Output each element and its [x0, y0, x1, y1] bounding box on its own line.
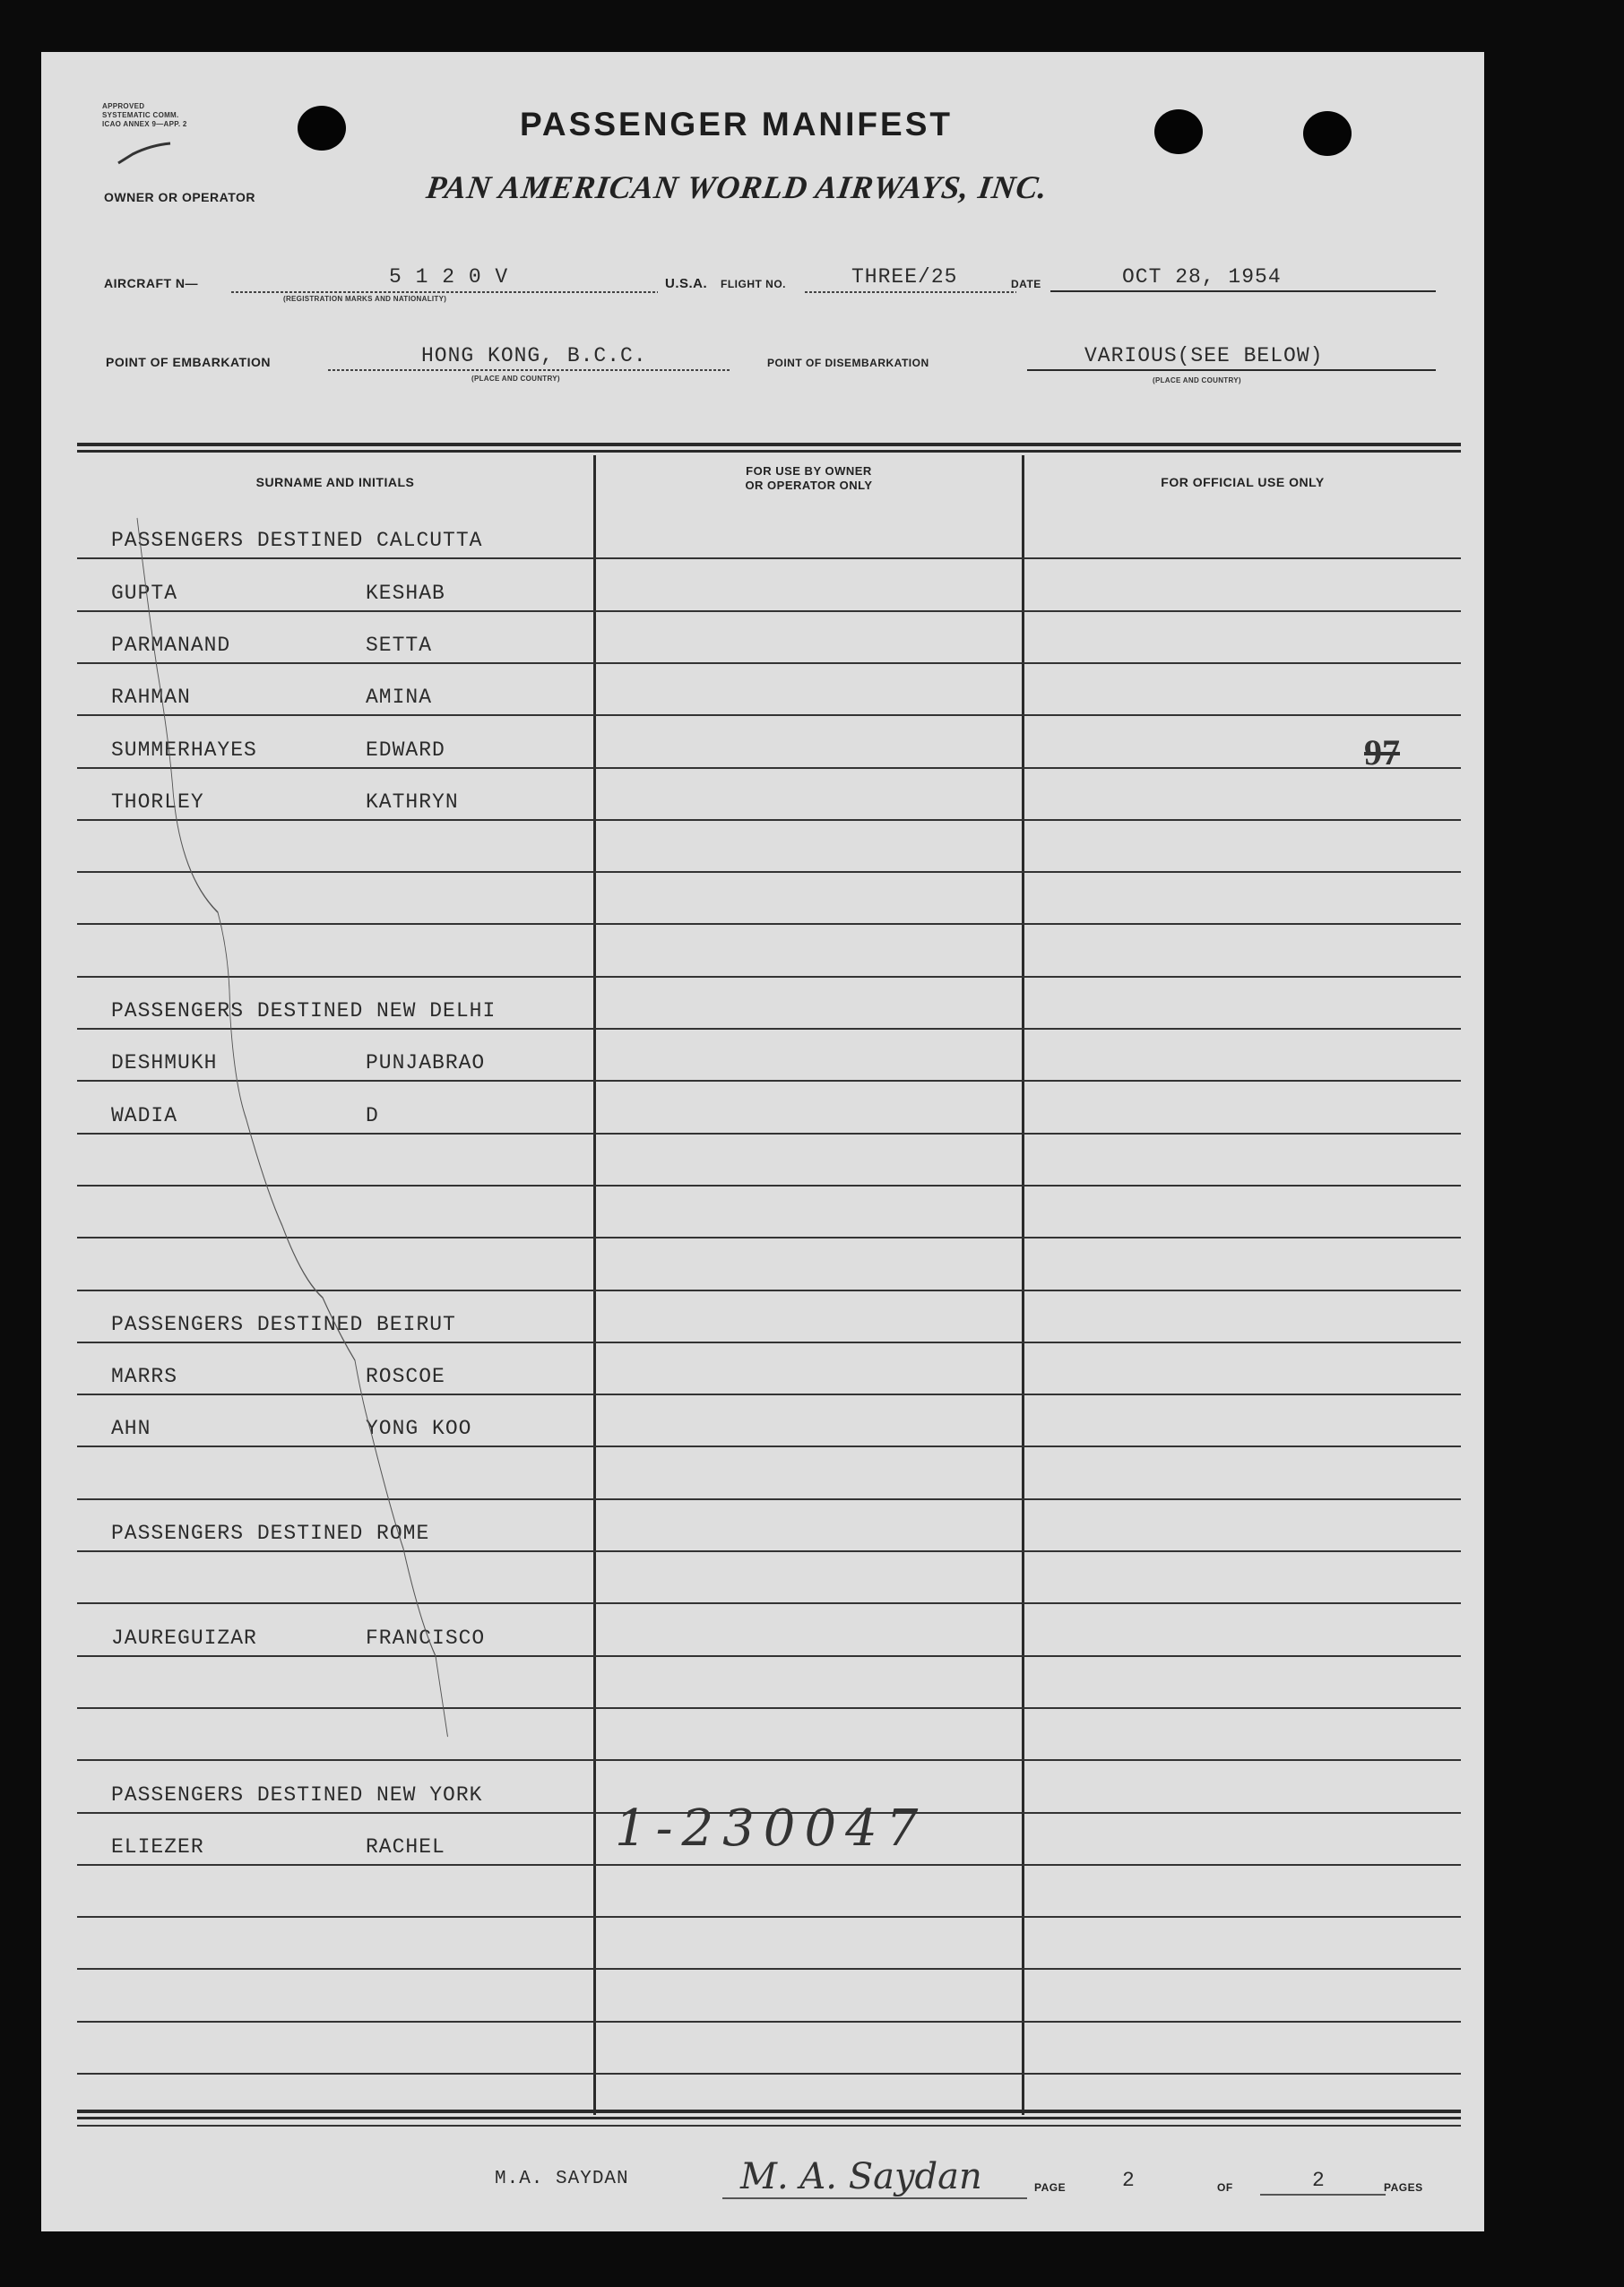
check-mark-icon: [115, 140, 177, 167]
surname-cell: PASSENGERS DESTINED ROME: [111, 1522, 430, 1545]
given-name-cell: SETTA: [366, 633, 433, 657]
surname-cell: DESHMUKH: [111, 1051, 218, 1075]
disembark-label: POINT OF DISEMBARKATION: [767, 357, 929, 369]
surname-cell: ELIEZER: [111, 1834, 204, 1859]
surname-cell: RAHMAN: [111, 686, 191, 710]
disembark-value: VARIOUS(SEE BELOW): [1084, 344, 1324, 367]
table-bottom-rule-2: [77, 2117, 1461, 2119]
surname-cell: THORLEY: [111, 790, 204, 814]
pencil-stroke-icon: [113, 509, 489, 1853]
flight-label: FLIGHT NO.: [721, 278, 786, 290]
date-value: OCT 28, 1954: [1122, 265, 1282, 289]
given-name-cell: RACHEL: [366, 1834, 445, 1859]
row-rule: [77, 1916, 1461, 1918]
surname-cell: PASSENGERS DESTINED CALCUTTA: [111, 529, 483, 553]
row-rule: [77, 2073, 1461, 2075]
given-name-cell: AMINA: [366, 686, 433, 710]
date-label: DATE: [1011, 278, 1041, 290]
surname-cell: JAUREGUIZAR: [111, 1626, 257, 1650]
row-rule: [77, 1864, 1461, 1866]
embark-label: POINT OF EMBARKATION: [106, 355, 271, 369]
disembark-caption: (PLACE AND COUNTRY): [1153, 376, 1241, 384]
given-name-cell: FRANCISCO: [366, 1626, 486, 1650]
surname-cell: AHN: [111, 1417, 151, 1441]
page-value: 2: [1122, 2169, 1136, 2192]
punch-hole-right-1: [1154, 109, 1203, 154]
given-name-cell: ROSCOE: [366, 1365, 445, 1389]
usa-label: U.S.A.: [665, 276, 708, 291]
of-label: OF: [1217, 2181, 1233, 2194]
approval-note: APPROVED SYSTEMATIC COMM. ICAO ANNEX 9—APP. 2: [102, 102, 187, 128]
pages-label: PAGES: [1384, 2181, 1423, 2194]
company-name: PAN AMERICAN WORLD AIRWAYS, INC.: [424, 169, 1050, 205]
of-value: 2: [1312, 2169, 1326, 2192]
date-line: [1050, 290, 1436, 292]
signer-name: M.A. SAYDAN: [495, 2169, 629, 2189]
signature: M. A. Saydan: [740, 2156, 982, 2197]
aircraft-value: 5 1 2 0 V: [389, 265, 509, 289]
surname-cell: PASSENGERS DESTINED NEW YORK: [111, 1782, 483, 1807]
flight-line: [805, 291, 1016, 293]
manifest-sheet: [41, 52, 1484, 2231]
owner-label: OWNER OR OPERATOR: [104, 190, 255, 204]
table-top-rule-2: [77, 450, 1461, 453]
given-name-cell: KATHRYN: [366, 790, 459, 814]
of-line: [1260, 2194, 1386, 2196]
aircraft-line: [231, 291, 658, 293]
table-top-rule: [77, 443, 1461, 446]
official-column-header: FOR OFFICIAL USE ONLY: [1161, 475, 1325, 489]
page-title: PASSENGER MANIFEST: [520, 106, 953, 142]
surname-column-header: SURNAME AND INITIALS: [255, 475, 415, 489]
surname-cell: GUPTA: [111, 581, 178, 605]
ticket-number: 1-230047: [615, 1799, 928, 1858]
surname-cell: PASSENGERS DESTINED NEW DELHI: [111, 999, 497, 1023]
official-mark: 97: [1364, 732, 1400, 772]
embark-caption: (PLACE AND COUNTRY): [471, 375, 560, 383]
surname-cell: MARRS: [111, 1365, 178, 1389]
column-divider-2: [1022, 455, 1024, 2115]
embark-value: HONG KONG, B.C.C.: [421, 344, 647, 367]
surname-cell: PARMANAND: [111, 633, 231, 657]
aircraft-label: AIRCRAFT N—: [104, 276, 199, 290]
disembark-line: [1027, 369, 1436, 371]
signature-line: [722, 2197, 1027, 2199]
surname-cell: SUMMERHAYES: [111, 738, 257, 762]
column-divider-1: [593, 455, 596, 2115]
given-name-cell: KESHAB: [366, 581, 445, 605]
given-name-cell: D: [366, 1103, 379, 1127]
surname-cell: WADIA: [111, 1103, 178, 1127]
punch-hole-left: [298, 106, 346, 151]
row-rule: [77, 1968, 1461, 1970]
embark-line: [328, 369, 731, 371]
page-label: PAGE: [1034, 2181, 1067, 2194]
row-rule: [77, 2125, 1461, 2127]
flight-value: THREE/25: [851, 265, 958, 289]
given-name-cell: YONG KOO: [366, 1417, 472, 1441]
given-name-cell: PUNJABRAO: [366, 1051, 486, 1075]
row-rule: [77, 2021, 1461, 2023]
surname-cell: PASSENGERS DESTINED BEIRUT: [111, 1312, 456, 1336]
table-bottom-rule: [77, 2110, 1461, 2113]
punch-hole-right-2: [1303, 111, 1352, 156]
owner-column-header: FOR USE BY OWNER OR OPERATOR ONLY: [745, 464, 873, 492]
aircraft-caption: (REGISTRATION MARKS AND NATIONALITY): [283, 295, 447, 303]
given-name-cell: EDWARD: [366, 738, 445, 762]
